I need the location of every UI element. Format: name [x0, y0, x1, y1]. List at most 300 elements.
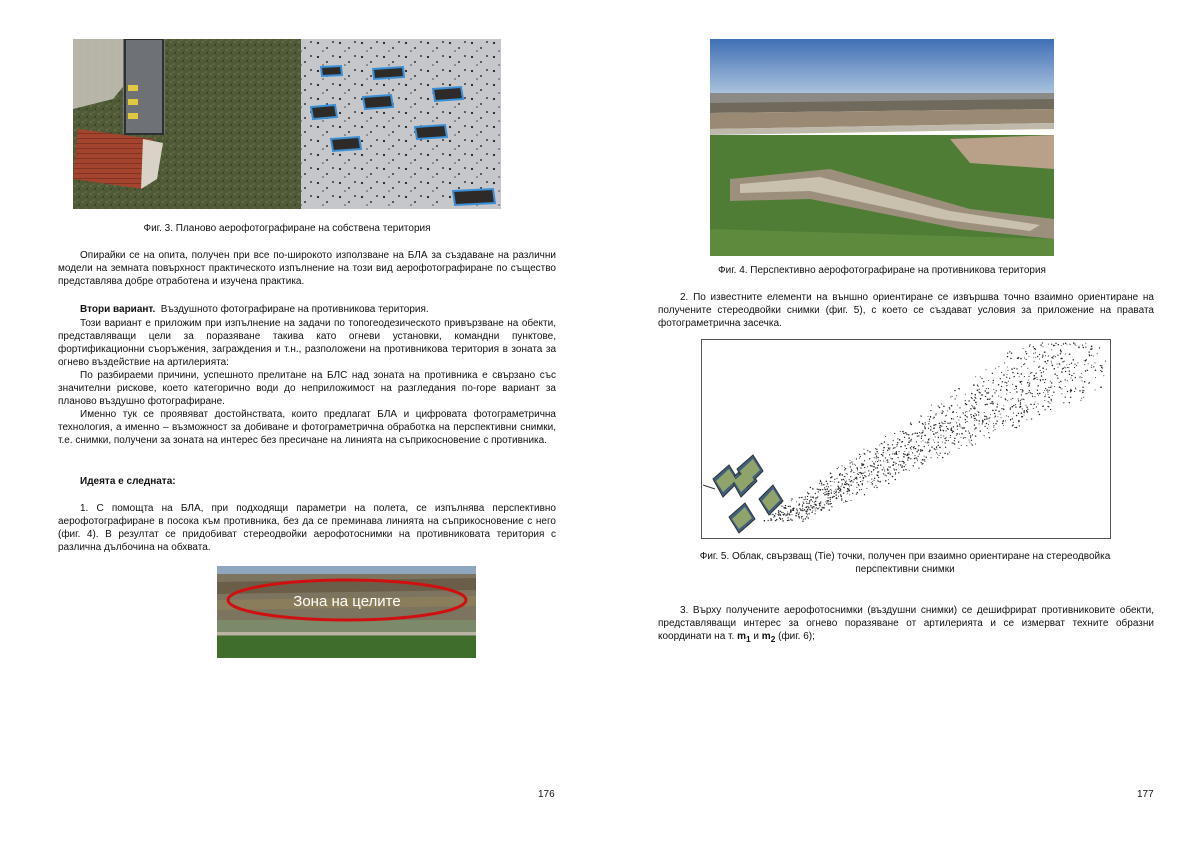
tie-point: [1019, 376, 1020, 377]
tie-point: [893, 448, 894, 449]
tie-point: [1039, 358, 1040, 359]
tie-point: [806, 511, 807, 512]
tie-point: [851, 480, 853, 482]
tie-point: [1091, 365, 1092, 366]
tie-point: [931, 405, 932, 406]
tie-point: [1044, 400, 1045, 401]
tie-point: [985, 369, 986, 370]
tie-point: [876, 449, 877, 450]
tie-point: [786, 515, 787, 516]
tie-point: [876, 487, 877, 488]
tie-point: [1031, 393, 1032, 394]
tie-point: [874, 457, 875, 458]
tie-point: [977, 411, 978, 412]
tie-point: [805, 518, 806, 519]
tie-point: [1081, 398, 1082, 399]
tie-point: [1052, 395, 1053, 396]
tie-point: [894, 469, 895, 470]
tie-point: [798, 505, 799, 506]
tie-point: [878, 481, 879, 482]
tie-point: [965, 415, 966, 416]
tie-point: [1074, 367, 1075, 368]
tie-point: [1018, 420, 1020, 422]
tie-point: [1009, 378, 1010, 379]
tie-point: [1029, 382, 1030, 383]
tie-point: [787, 514, 788, 515]
tie-point: [1036, 377, 1037, 378]
tie-point: [796, 501, 797, 502]
tie-point: [813, 497, 814, 498]
tie-point: [862, 484, 863, 485]
tie-point: [904, 437, 905, 438]
tie-point: [1065, 396, 1066, 397]
tie-point: [914, 462, 915, 463]
tie-point: [790, 518, 791, 519]
tie-point: [1044, 382, 1045, 383]
tie-point: [965, 419, 966, 420]
tie-point: [1075, 377, 1076, 378]
tie-point: [989, 417, 990, 418]
tie-point: [1050, 409, 1051, 410]
tie-point: [869, 451, 870, 452]
tie-point: [1049, 403, 1050, 404]
tie-point: [872, 461, 873, 462]
tie-point: [901, 466, 903, 468]
tie-point: [884, 469, 885, 470]
tie-point: [799, 503, 801, 505]
tie-point: [1074, 343, 1075, 344]
tie-point: [963, 412, 964, 413]
tie-point: [1021, 373, 1023, 375]
tie-point: [991, 401, 992, 402]
tie-point: [933, 424, 935, 426]
tie-point: [939, 426, 941, 428]
tie-point: [998, 395, 999, 396]
tie-point: [1003, 374, 1005, 376]
tie-point: [787, 520, 788, 521]
tie-point: [894, 453, 895, 454]
tie-point: [1071, 378, 1072, 379]
tie-point: [834, 482, 835, 483]
tie-point: [1035, 357, 1036, 358]
tie-point: [921, 441, 922, 442]
tie-point: [1060, 351, 1062, 353]
tie-point: [1020, 358, 1021, 359]
tie-point: [1004, 362, 1005, 363]
tie-point: [961, 437, 962, 438]
tie-point: [883, 447, 885, 449]
tie-point: [1066, 364, 1067, 365]
tie-point: [830, 489, 831, 490]
tie-point: [959, 434, 960, 435]
tie-point: [1038, 411, 1039, 412]
tie-point: [1007, 367, 1008, 368]
tie-point: [892, 453, 893, 454]
tie-point: [924, 459, 925, 460]
tie-point: [968, 431, 969, 432]
tie-point: [821, 510, 822, 511]
tie-point: [826, 503, 827, 504]
tie-point: [923, 424, 924, 425]
tie-point: [1091, 355, 1092, 356]
fig5-caption-line2: перспективни снимки: [855, 564, 955, 575]
tie-point: [991, 403, 992, 404]
tie-point: [1083, 347, 1084, 348]
tie-point: [826, 491, 827, 492]
tie-point: [848, 484, 850, 486]
tie-point: [945, 415, 946, 416]
tie-point: [1054, 345, 1055, 346]
tie-point: [1009, 351, 1010, 352]
tie-point: [836, 490, 837, 491]
tie-point: [877, 457, 878, 458]
tie-point: [1022, 391, 1023, 392]
tie-point: [820, 505, 821, 506]
tie-point: [830, 499, 831, 500]
tie-point: [980, 430, 981, 431]
tie-point: [783, 512, 784, 513]
tie-point: [842, 483, 843, 484]
tie-point: [877, 480, 878, 481]
tie-point: [908, 441, 909, 442]
tie-point: [975, 398, 976, 399]
tie-point: [830, 472, 831, 473]
tie-point: [1059, 386, 1060, 387]
tie-point: [792, 514, 793, 515]
tie-point: [940, 453, 941, 454]
tie-point: [812, 507, 813, 508]
tie-point: [950, 397, 951, 398]
tie-point: [974, 418, 976, 420]
tie-point: [943, 435, 944, 436]
fig5-image: [701, 339, 1111, 539]
tie-point: [984, 415, 985, 416]
tie-point: [937, 432, 938, 433]
tie-point: [791, 509, 792, 510]
tie-point: [1085, 343, 1086, 344]
tie-point: [941, 437, 942, 438]
tie-point: [938, 455, 939, 456]
tie-point: [935, 449, 936, 450]
tie-point: [827, 497, 828, 498]
tie-point: [849, 479, 850, 480]
tie-point: [905, 432, 907, 434]
tie-point: [919, 432, 920, 433]
tie-point: [828, 503, 829, 504]
tie-point: [778, 512, 780, 514]
tie-point: [1045, 394, 1046, 395]
tie-point: [874, 478, 875, 479]
tie-point: [1071, 375, 1072, 376]
tie-point: [876, 474, 877, 475]
tie-point: [803, 502, 804, 503]
target-zone-image: [217, 566, 476, 658]
tie-point: [876, 456, 877, 457]
tie-point: [909, 470, 910, 471]
tie-point: [965, 400, 966, 401]
tie-point: [914, 432, 915, 433]
tie-point: [1018, 398, 1019, 399]
tie-point: [916, 458, 917, 459]
tie-point: [936, 452, 937, 453]
tie-point: [1059, 382, 1060, 383]
tie-point: [989, 421, 990, 422]
paragraph-3: По разбираеми причини, успешното прелитане на БЛС над зоната на противника е свързано със значителни рискове, което категорично води до неприложимост на разгледания по-горе вариант за планово въздушно фотографиране.: [58, 370, 556, 407]
tie-point: [810, 505, 811, 506]
tie-point: [823, 493, 824, 494]
tie-point: [1042, 342, 1043, 343]
tie-point: [977, 385, 978, 386]
tie-point: [864, 460, 865, 461]
tie-point: [903, 433, 905, 435]
tie-point: [1082, 387, 1083, 388]
tie-point: [827, 493, 828, 494]
tie-point: [950, 435, 951, 436]
tie-point: [829, 490, 830, 491]
tie-point: [864, 472, 865, 473]
tie-point: [995, 423, 997, 425]
tie-point: [988, 380, 989, 381]
tie-point: [947, 453, 948, 454]
tie-point: [1037, 390, 1038, 391]
tie-point: [853, 472, 854, 473]
tie-point: [1007, 400, 1008, 401]
tie-point: [1089, 355, 1090, 356]
tie-point: [887, 468, 888, 469]
tie-point: [994, 429, 995, 430]
tie-point: [925, 424, 926, 425]
tie-point: [888, 447, 889, 448]
tie-point: [973, 415, 974, 416]
tie-point: [870, 465, 871, 466]
tie-point: [984, 419, 986, 421]
tie-point: [946, 426, 947, 427]
tie-point: [1026, 353, 1028, 355]
tie-point: [879, 481, 881, 483]
tie-point: [1005, 420, 1006, 421]
tie-point: [897, 438, 898, 439]
tie-point: [869, 473, 870, 474]
tie-point: [954, 443, 956, 445]
tie-point: [916, 451, 917, 452]
m1-symbol: $m_1$: [737, 631, 751, 644]
tie-point: [892, 458, 893, 459]
tie-point: [971, 397, 972, 398]
tie-point: [889, 447, 890, 448]
tie-point: [856, 493, 857, 494]
tie-point: [856, 482, 857, 483]
tie-point: [900, 446, 902, 448]
tie-point: [1028, 386, 1029, 387]
tie-point: [851, 461, 852, 462]
tie-point: [986, 416, 987, 417]
tie-point: [928, 442, 929, 443]
tie-point: [925, 428, 926, 429]
tie-point: [929, 450, 931, 452]
tie-point: [993, 425, 994, 426]
tie-point: [1080, 376, 1081, 377]
tie-point: [835, 492, 836, 493]
tie-point: [949, 452, 950, 453]
tie-point: [947, 410, 948, 411]
tie-point: [910, 424, 911, 425]
tie-point: [824, 492, 825, 493]
tie-point: [861, 489, 862, 490]
tie-point: [1081, 377, 1082, 378]
tie-point: [939, 447, 941, 449]
tie-point: [1033, 357, 1034, 358]
tie-point: [843, 493, 844, 494]
tie-point: [1007, 356, 1008, 357]
tie-point: [1038, 395, 1039, 396]
tie-point: [953, 431, 954, 432]
paragraph-4: Именно тук се проявяват достойнствата, които предлагат БЛА и цифровата фотограметрична технология, а именно – възможност за добиване и фотограметрична обработка на перспективни снимки, т.е. снимки, получени за зоната на интерес без пресичане на линията на съприкосновение с противника.: [58, 409, 556, 446]
tie-point: [898, 464, 899, 465]
tie-point: [865, 476, 866, 477]
tie-point: [1099, 347, 1100, 348]
tie-point: [1081, 373, 1082, 374]
tie-point: [1069, 354, 1070, 355]
tie-point: [1031, 418, 1032, 419]
tie-point: [1023, 348, 1024, 349]
tie-point: [943, 405, 945, 407]
tie-point: [1052, 356, 1053, 357]
tie-point: [988, 424, 989, 425]
tie-point: [961, 427, 962, 428]
tie-point: [808, 513, 809, 514]
tie-point: [1058, 344, 1059, 345]
tie-point: [857, 470, 858, 471]
tie-point: [942, 412, 943, 413]
tie-point: [815, 510, 816, 511]
tie-point: [867, 450, 868, 451]
tie-point: [888, 483, 890, 485]
tie-point: [875, 448, 876, 449]
tie-point: [852, 464, 853, 465]
tie-point: [838, 496, 839, 497]
tie-point: [843, 479, 844, 480]
tie-point: [849, 490, 850, 491]
tie-point: [941, 422, 942, 423]
page-number-left: 176: [538, 789, 555, 800]
tie-point: [889, 466, 890, 467]
tie-point: [1065, 343, 1067, 345]
tie-point: [1004, 382, 1005, 383]
tie-point: [1060, 381, 1062, 383]
tie-point: [931, 446, 932, 447]
tie-point: [1026, 410, 1027, 411]
tie-point: [860, 456, 861, 457]
tie-point: [876, 485, 877, 486]
tie-point: [930, 429, 931, 430]
paragraph-2: Този вариант е приложим при изпълнение на задачи по топогеодезическото привързване на обекти, представляващи цели за поразяване такива като огневи установки, командни пунктове, фортификационни съоръжения, заграждения и т.н., разположени на противникова територия в зоната за огнево въздействие на артилерията:: [58, 318, 556, 368]
tie-point: [782, 518, 783, 519]
tie-point: [831, 506, 832, 507]
tie-point: [815, 505, 816, 506]
tie-point: [920, 450, 922, 452]
tie-point: [972, 434, 973, 435]
tie-point: [920, 449, 921, 450]
tie-point: [1045, 379, 1046, 380]
tie-point: [942, 410, 943, 411]
tie-point: [832, 481, 833, 482]
tie-point: [887, 450, 888, 451]
tie-point: [924, 435, 926, 437]
tie-point: [929, 421, 930, 422]
tie-point: [1046, 389, 1048, 391]
tie-point: [824, 504, 825, 505]
tie-point: [814, 504, 815, 505]
tie-point: [1024, 357, 1025, 358]
tie-point: [908, 434, 909, 435]
tie-point: [964, 427, 965, 428]
tie-point: [825, 489, 827, 491]
tie-point: [1082, 345, 1083, 346]
tie-point: [1052, 365, 1054, 367]
tie-point: [1074, 364, 1075, 365]
tie-point: [836, 497, 837, 498]
tie-point: [1073, 342, 1075, 344]
tie-point: [907, 460, 908, 461]
tie-point: [992, 382, 993, 383]
tie-point: [836, 494, 837, 495]
tie-point: [1020, 400, 1021, 401]
tie-point: [1020, 389, 1021, 390]
tie-point: [896, 444, 897, 445]
tie-point: [1040, 380, 1041, 381]
tie-point: [933, 440, 934, 441]
tie-point: [907, 453, 909, 455]
target-zone-label: Зона на целите: [293, 593, 401, 610]
tie-point: [1045, 352, 1046, 353]
tie-point: [912, 452, 913, 453]
tie-point: [1067, 344, 1068, 345]
tie-point: [849, 494, 850, 495]
tie-point: [997, 404, 998, 405]
tie-point: [912, 433, 913, 434]
tie-point: [959, 425, 960, 426]
tie-point: [803, 503, 804, 504]
tie-point: [1027, 393, 1028, 394]
tie-point: [950, 437, 951, 438]
tie-point: [841, 498, 842, 499]
tie-point: [940, 429, 941, 430]
tie-point: [1030, 373, 1031, 374]
tie-point: [1030, 404, 1031, 405]
tie-point: [876, 451, 877, 452]
tie-point: [1013, 405, 1014, 406]
tie-point: [927, 441, 928, 442]
tie-point: [797, 510, 798, 511]
tie-point: [880, 464, 881, 465]
tie-point: [970, 408, 972, 410]
tie-point: [894, 447, 895, 448]
tie-point: [791, 498, 792, 499]
tie-point: [1037, 356, 1038, 357]
tie-point: [971, 440, 972, 441]
tie-point: [893, 461, 895, 463]
tie-point: [799, 508, 800, 509]
tie-point: [1056, 364, 1057, 365]
tie-point: [1091, 367, 1092, 368]
tie-point: [1048, 344, 1049, 345]
and-word: и: [753, 631, 759, 642]
tie-point: [815, 501, 817, 503]
tie-point: [841, 465, 842, 466]
tie-point: [1012, 372, 1013, 373]
tie-point: [808, 507, 809, 508]
tie-point: [969, 441, 970, 442]
